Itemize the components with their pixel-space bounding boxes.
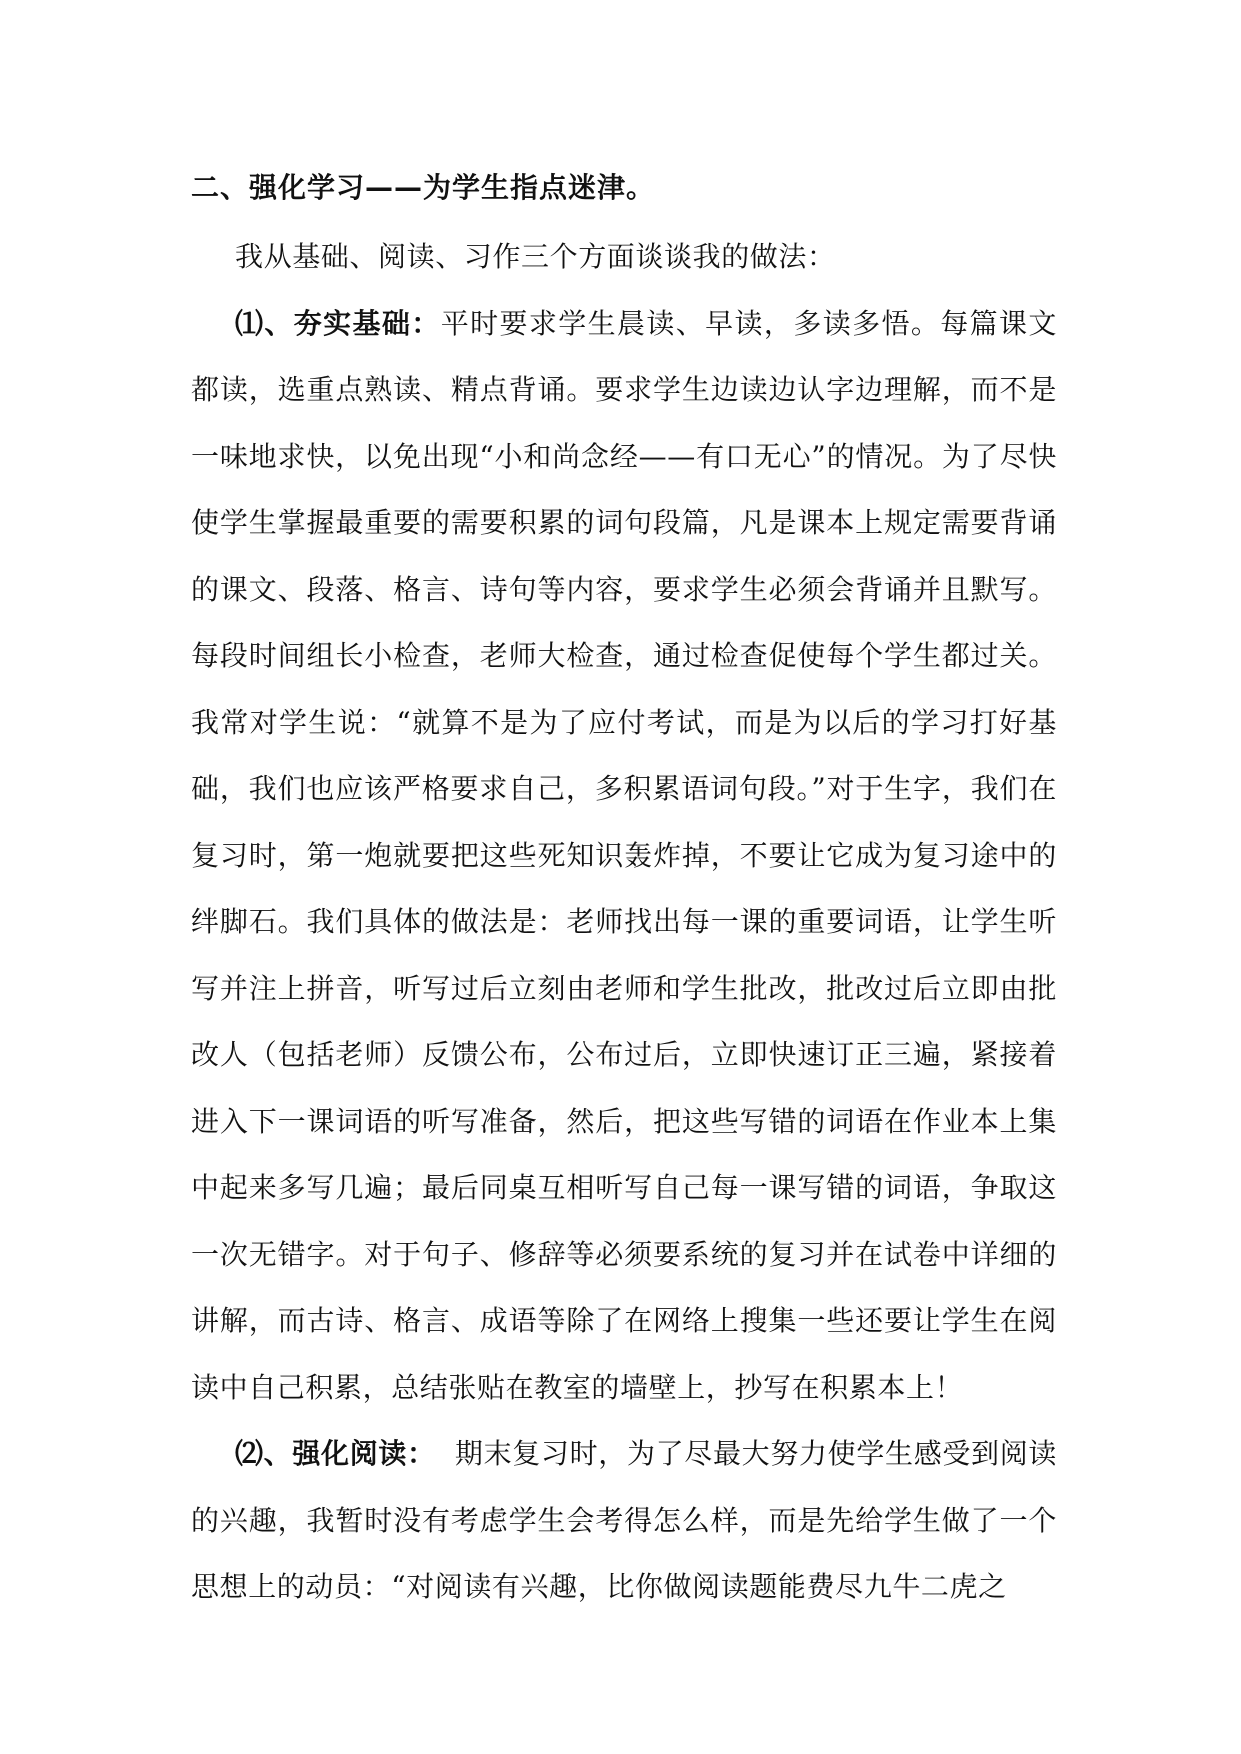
foundation-lead: ⑴、夯实基础： — [235, 306, 441, 340]
section-heading: 二、强化学习——为学生指点迷津。 — [191, 171, 656, 204]
reading-lead: ⑵、强化阅读： — [235, 1437, 436, 1470]
intro-paragraph: 我从基础、阅读、习作三个方面谈谈我的做法： — [235, 240, 836, 273]
paragraph-reading — [191, 1421, 1057, 1621]
paragraph-foundation — [191, 291, 1057, 1422]
reading-gap — [436, 1437, 455, 1470]
reading-body: 期末复习时，为了尽最大努力使学生感受到阅读的兴趣，我暂时没有考虑学生会考得怎么样，而是先给学生做了一个思想上的动员：“对阅读有兴趣，比你做阅读题能费尽九牛二虎之 — [191, 1437, 1057, 1603]
document-content — [191, 158, 1057, 1621]
foundation-body: 平时要求学生晨读、早读，多读多悟。每篇课文都读，选重点熟读、精点背诵。要求学生边读边认字边理解，而不是一味地求快，以免出现“小和尚念经——有口无心”的情况。为了尽快使学生掌握最重要的需要积累的词句段篇，凡是课本上规定需要背诵的课文、段落、格言、诗句等内容，要求学生必须会背诵并且默写。每段时间组长小检查，老师大检查，通过检查促使每个学生都过关。我常对学生说：“就算不是为了应付考试，而是为以后的学习打好基础，我们也应该严格要求自己，多积累语词句段。”对于生字，我们在复习时，第一炮就要把这些死知识轰炸掉，不要让它成为复习途中的绊脚石。我们具体的做法是：老师找出每一课的重要词语，让学生听写并注上拼音，听写过后立刻由老师和学生批改，批改过后立即由批改人（包括老师）反馈公布，公布过后，立即快速订正三遍，紧接着进入下一课词语的听写准备，然后，把这些写错的词语在作业本上集中起来多写几遍；最后同桌互相听写自己每一课写错的词语，争取这一次无错字。对于句子、修辞等必须要系统的复习并在试卷中详细的讲解，而古诗、格言、成语等除了在网络上搜集一些还要让学生在阅读中自己积累，总结张贴在教室的墙壁上，抄写在积累本上！ — [191, 306, 1057, 1404]
